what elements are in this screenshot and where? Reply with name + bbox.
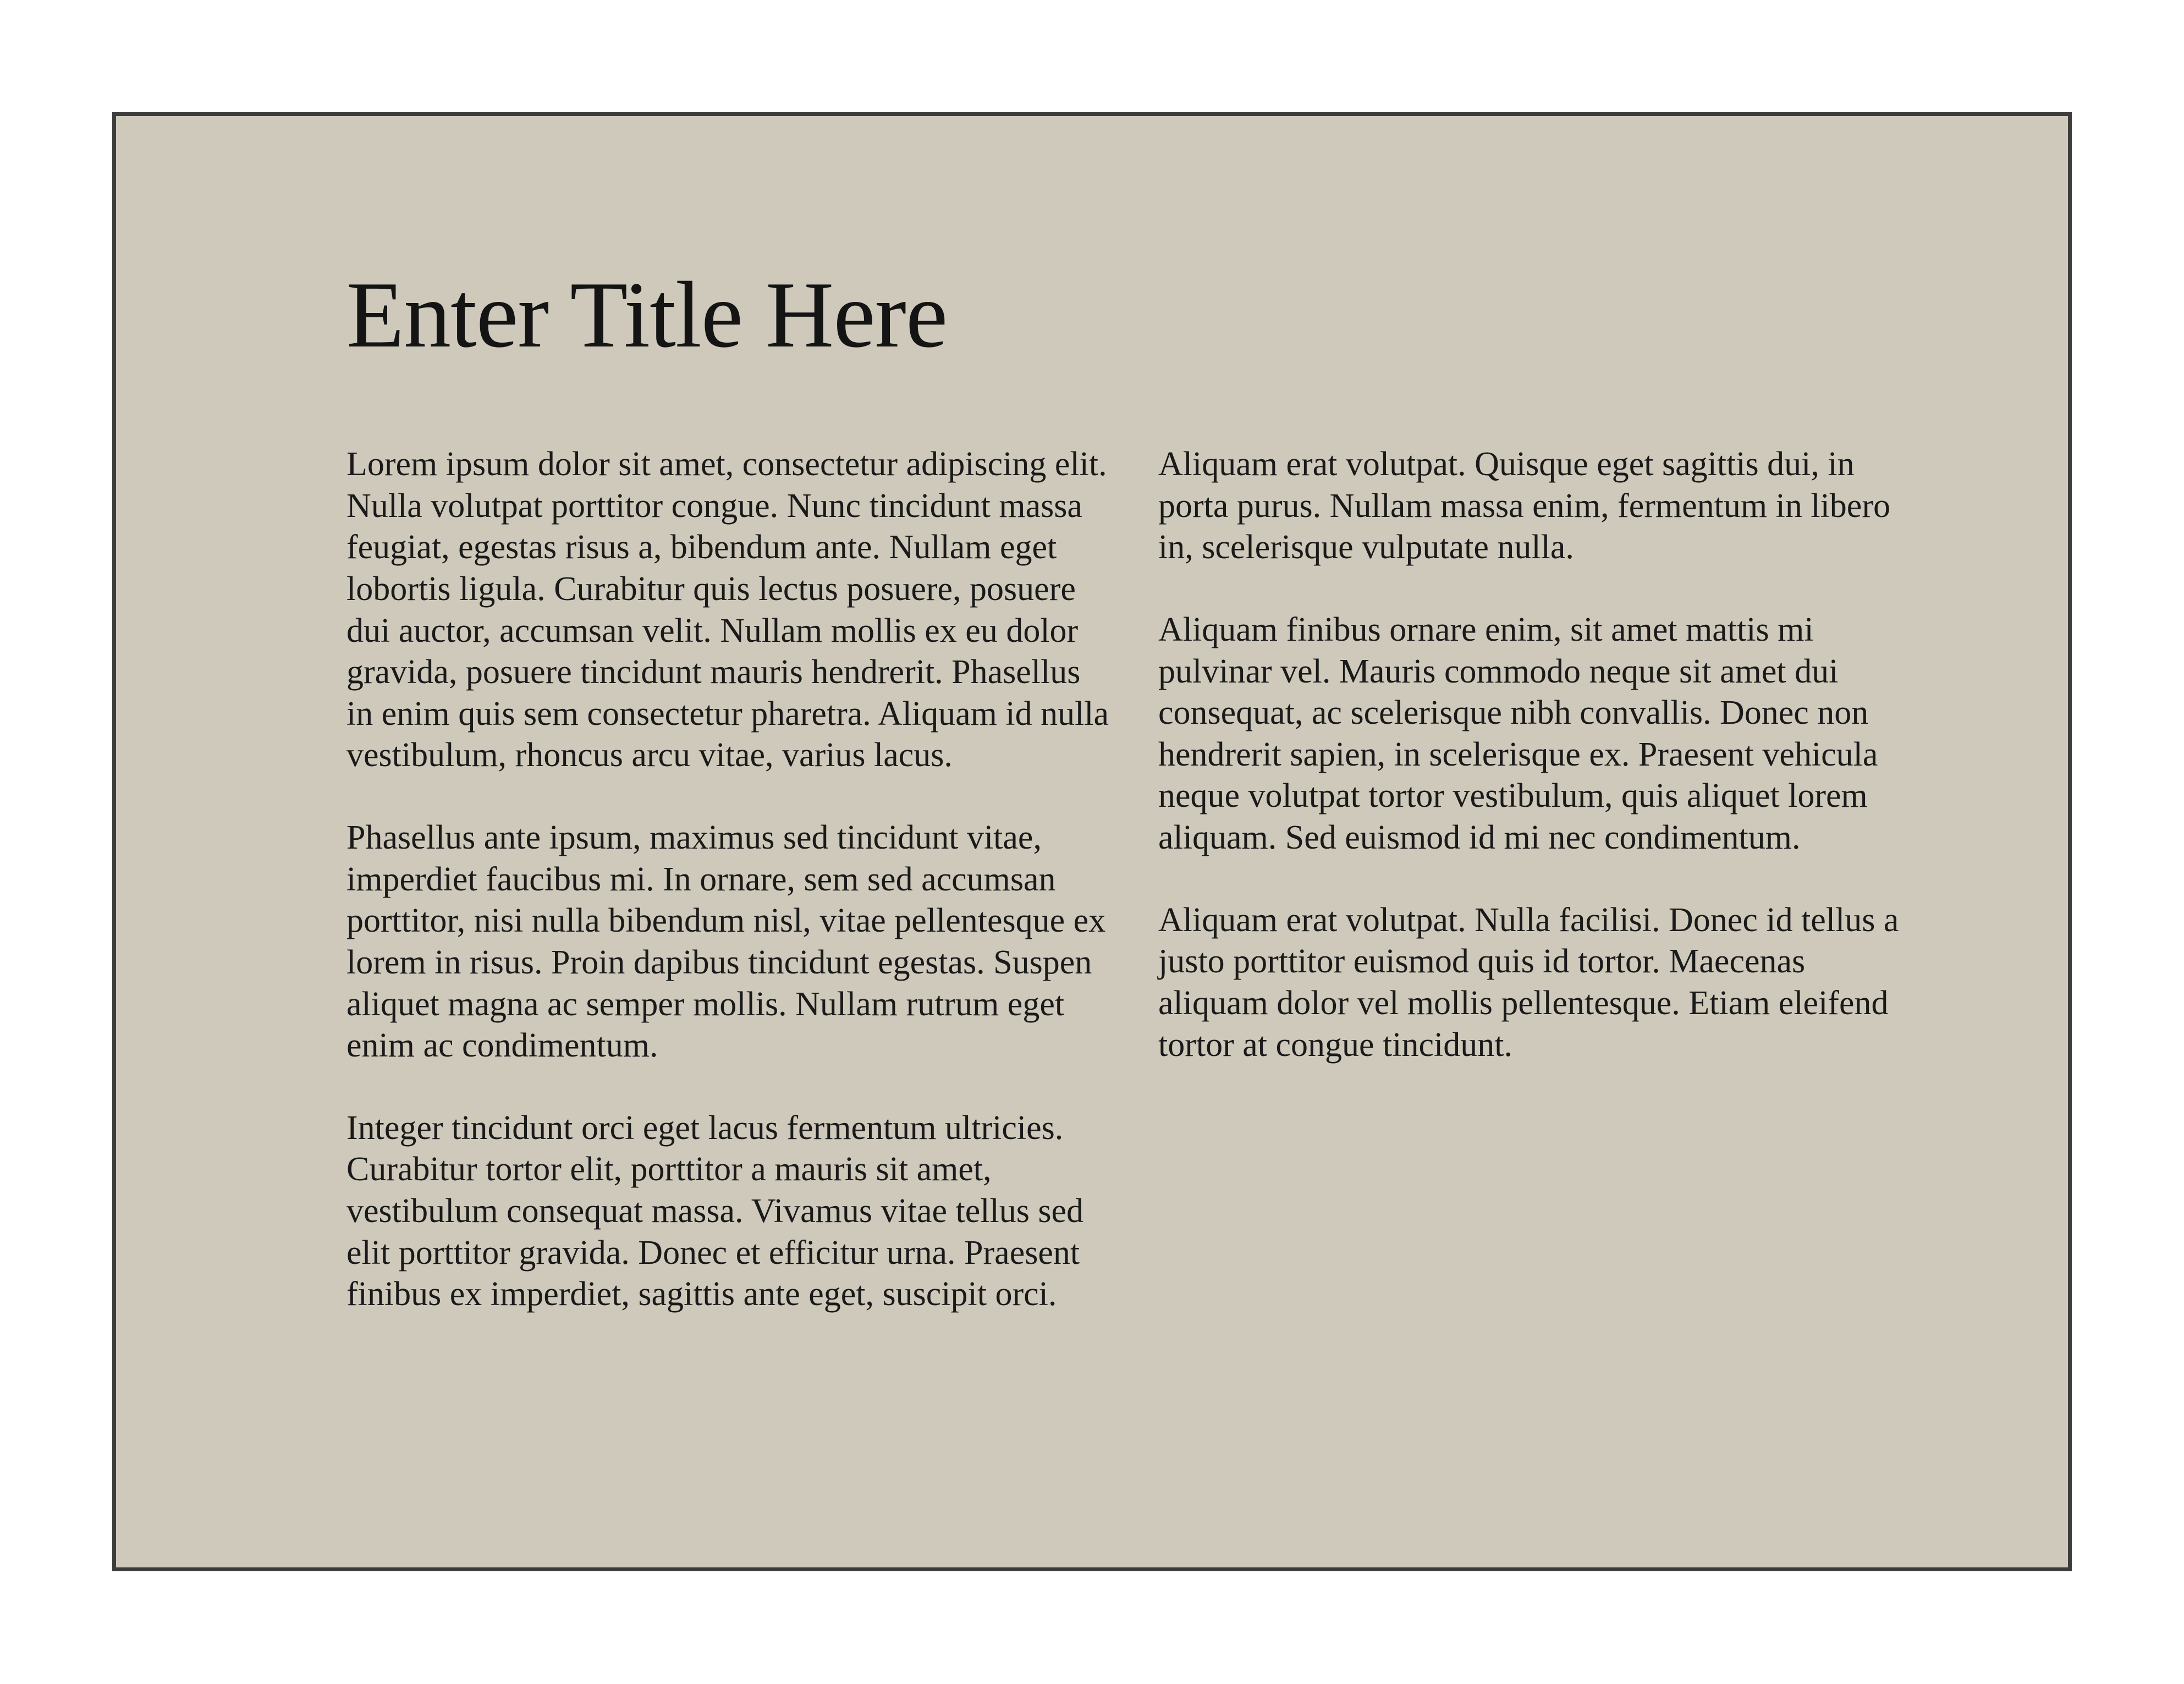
paragraph: Integer tincidunt orci eget lacus fermentum ultricies. Curabitur tortor elit, porttitor a mauris sit amet, vestibulum consequat massa. Vivamus vitae tellus sed elit porttitor gravida. Donec et efficitur urna. Praesent finibus ex imperdiet, sagittis ante eget, suscipit orci. [346,1109,1083,1313]
slide-title-placeholder: Enter Title Here [346,263,948,367]
paragraph: Aliquam erat volutpat. Quisque eget sagittis dui, in porta purus. Nullam massa enim, fermentum in libero in, scelerisque vulputate nulla. [1158,445,1890,566]
paragraph: Lorem ipsum dolor sit amet, consectetur adipiscing elit. Nulla volutpat porttitor congue. Nunc tincidunt massa feugiat, egestas risus a, bibendum ante. Nullam eget lobortis ligula. Curabitur quis lectus posuere, posuere dui auctor, accumsan velit. Nullam mollis ex eu dolor gravida, posuere tincidunt mauris hendrerit. Phasellus in enim quis sem consectetur pharetra. Aliquam id nulla vestibulum, rhoncus arcu vitae, varius lacus. [346,445,1109,774]
slide-canvas [112,112,2072,1571]
paragraph: Phasellus ante ipsum, maximus sed tincidunt vitae, imperdiet faucibus mi. In ornare, sem sed accumsan porttitor, nisi nulla bibendum nisl, vitae pellentesque ex lorem in risus. Proin dapibus tincidunt egestas. Suspen aliquet magna ac semper mollis. Nullam rutrum eget enim ac condimentum. [346,819,1106,1065]
paragraph: Aliquam finibus ornare enim, sit amet mattis mi pulvinar vel. Mauris commodo neque sit amet dui consequat, ac scelerisque nibh convallis. Donec non hendrerit sapien, in scelerisque ex. Praesent vehicula neque volutpat tortor vestibulum, quis aliquet lorem aliquam. Sed euismod id mi nec condimentum. [1158,610,1878,856]
paragraph: Aliquam erat volutpat. Nulla facilisi. Donec id tellus a justo porttitor euismod quis id tortor. Maecenas aliquam dolor vel mollis pellentesque. Etiam eleifend tortor at congue tincidunt. [1158,901,1899,1064]
body-text-columns [346,444,1921,1316]
text-column-right [1158,444,1921,1316]
text-column-left [346,444,1111,1316]
